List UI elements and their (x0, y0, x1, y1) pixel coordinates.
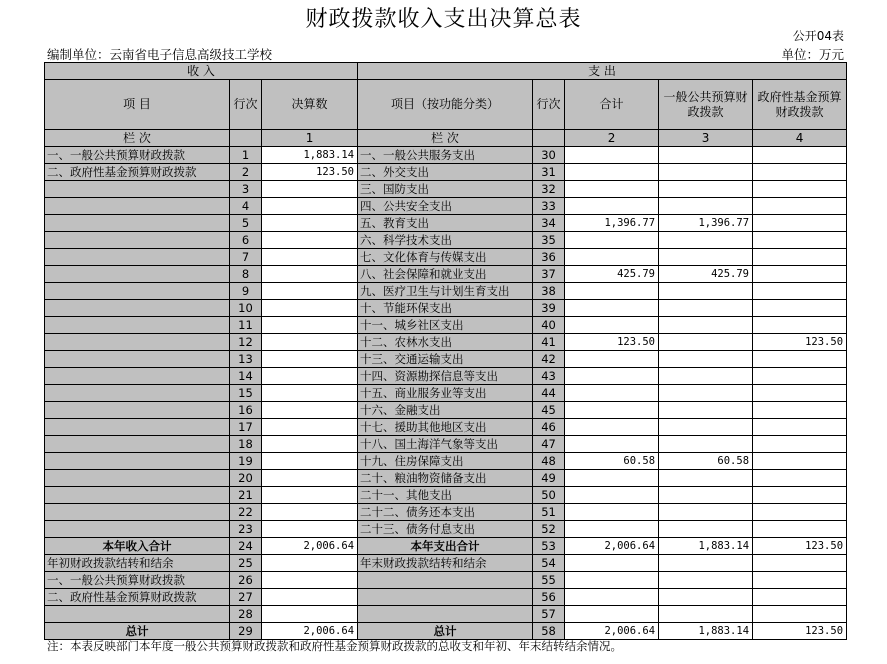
expense-line-cell: 33 (533, 198, 565, 215)
expense-total-cell (565, 351, 659, 368)
income-item-cell: 一、一般公共预算财政拨款 (45, 147, 230, 164)
organization-label: 编制单位：云南省电子信息高级技工学校 (47, 47, 273, 62)
income-item-cell: 总计 (45, 623, 230, 640)
table-row (45, 147, 847, 164)
income-value-cell (262, 555, 358, 572)
income-item-cell (45, 487, 230, 504)
table-row (45, 283, 847, 300)
income-item-cell (45, 351, 230, 368)
expense-total-cell (565, 470, 659, 487)
income-item-cell: 二、政府性基金预算财政拨款 (45, 164, 230, 181)
expense-fund-cell: 123.50 (753, 538, 847, 555)
column-index-3: 3 (659, 130, 753, 147)
expense-fund-cell (753, 249, 847, 266)
expense-total-cell: 2,006.64 (565, 538, 659, 555)
expense-general-cell: 1,396.77 (659, 215, 753, 232)
table-row (45, 385, 847, 402)
income-value-cell (262, 487, 358, 504)
expense-line-cell: 40 (533, 317, 565, 334)
expense-general-cell (659, 351, 753, 368)
income-item-cell (45, 181, 230, 198)
expense-general-cell (659, 606, 753, 623)
table-row (45, 317, 847, 334)
expense-fund-cell (753, 385, 847, 402)
expense-line-cell: 41 (533, 334, 565, 351)
income-value-cell (262, 402, 358, 419)
expense-line-cell: 46 (533, 419, 565, 436)
expense-item-cell: 十二、农林水支出 (358, 334, 533, 351)
income-value-cell (262, 334, 358, 351)
expense-total-cell: 1,396.77 (565, 215, 659, 232)
expense-general-cell: 425.79 (659, 266, 753, 283)
expense-item-cell: 九、医疗卫生与计划生育支出 (358, 283, 533, 300)
footnote: 注：本表反映部门本年度一般公共预算财政拨款和政府性基金预算财政拨款的总收支和年初、年末结转结余情况。 (47, 639, 622, 653)
table-row (45, 181, 847, 198)
income-value-cell (262, 572, 358, 589)
expense-total-cell (565, 436, 659, 453)
expense-fund-cell (753, 351, 847, 368)
expense-item-cell: 三、国防支出 (358, 181, 533, 198)
expense-item-header: 项目（按功能分类） (358, 80, 533, 130)
expense-line-cell: 50 (533, 487, 565, 504)
expense-line-cell: 44 (533, 385, 565, 402)
income-line-cell: 2 (230, 164, 262, 181)
income-value-cell (262, 436, 358, 453)
expense-total-cell (565, 317, 659, 334)
expense-total-cell (565, 181, 659, 198)
table-row (45, 623, 847, 640)
income-value-cell: 123.50 (262, 164, 358, 181)
expense-item-cell: 八、社会保障和就业支出 (358, 266, 533, 283)
expense-item-cell: 六、科学技术支出 (358, 232, 533, 249)
income-item-cell (45, 504, 230, 521)
expense-total-cell (565, 487, 659, 504)
expense-fund-cell (753, 232, 847, 249)
expense-fund-cell (753, 266, 847, 283)
income-line-cell: 22 (230, 504, 262, 521)
expense-general-cell (659, 181, 753, 198)
expense-line-cell: 53 (533, 538, 565, 555)
income-value-cell (262, 504, 358, 521)
expense-general-cell (659, 300, 753, 317)
form-number: 公开04表 (792, 29, 844, 43)
income-item-cell (45, 453, 230, 470)
expense-general-cell (659, 521, 753, 538)
expense-item-cell: 总计 (358, 623, 533, 640)
expense-total-cell (565, 521, 659, 538)
expense-item-cell: 十八、国土海洋气象等支出 (358, 436, 533, 453)
income-line-cell: 1 (230, 147, 262, 164)
expense-total-cell (565, 606, 659, 623)
expense-fund-cell: 123.50 (753, 334, 847, 351)
income-line-cell: 14 (230, 368, 262, 385)
expense-general-cell (659, 470, 753, 487)
expense-line-cell: 32 (533, 181, 565, 198)
income-value-cell: 2,006.64 (262, 538, 358, 555)
income-line-cell: 29 (230, 623, 262, 640)
expense-line-cell: 56 (533, 589, 565, 606)
expense-line-cell: 39 (533, 300, 565, 317)
page-title: 财政拨款收入支出决算总表 (305, 7, 582, 32)
expense-item-cell: 十九、住房保障支出 (358, 453, 533, 470)
expense-total-cell (565, 283, 659, 300)
income-line-cell: 26 (230, 572, 262, 589)
expense-item-cell: 四、公共安全支出 (358, 198, 533, 215)
income-item-cell (45, 300, 230, 317)
income-item-cell (45, 470, 230, 487)
expense-fund-cell (753, 419, 847, 436)
table-row (45, 266, 847, 283)
expense-total-cell (565, 232, 659, 249)
income-value-cell (262, 385, 358, 402)
income-line-cell: 6 (230, 232, 262, 249)
income-line-cell: 24 (230, 538, 262, 555)
table-row (45, 164, 847, 181)
expense-total-cell (565, 572, 659, 589)
income-item-cell: 本年收入合计 (45, 538, 230, 555)
expense-general-cell (659, 334, 753, 351)
expense-fund-cell (753, 487, 847, 504)
expense-general-cell: 1,883.14 (659, 538, 753, 555)
table-row (45, 368, 847, 385)
expense-fund-cell (753, 283, 847, 300)
expense-total-cell (565, 589, 659, 606)
income-value-cell (262, 317, 358, 334)
expense-fund-cell (753, 300, 847, 317)
expense-fund-cell (753, 368, 847, 385)
expense-total-cell (565, 368, 659, 385)
expense-fund-cell (753, 147, 847, 164)
expense-item-cell: 十六、金融支出 (358, 402, 533, 419)
expense-total-cell: 60.58 (565, 453, 659, 470)
income-line-cell: 10 (230, 300, 262, 317)
income-item-cell (45, 521, 230, 538)
table-row (45, 334, 847, 351)
income-line-cell: 11 (230, 317, 262, 334)
expense-total-cell (565, 419, 659, 436)
income-line-cell: 7 (230, 249, 262, 266)
expense-fund-cell (753, 164, 847, 181)
income-value-cell (262, 351, 358, 368)
expense-item-cell: 十、节能环保支出 (358, 300, 533, 317)
expense-item-cell: 十七、援助其他地区支出 (358, 419, 533, 436)
expense-line-header: 行次 (533, 80, 565, 130)
table-row (45, 436, 847, 453)
table-row (45, 589, 847, 606)
income-item-cell (45, 249, 230, 266)
table-row (45, 453, 847, 470)
income-item-cell (45, 198, 230, 215)
expense-general-cell (659, 283, 753, 300)
expense-line-cell: 47 (533, 436, 565, 453)
income-line-header: 行次 (230, 80, 262, 130)
expense-general-cell (659, 368, 753, 385)
table-row (45, 606, 847, 623)
table-row (45, 504, 847, 521)
expense-total-cell (565, 164, 659, 181)
expense-item-cell: 二十一、其他支出 (358, 487, 533, 504)
expense-total-cell (565, 249, 659, 266)
expense-general-cell (659, 589, 753, 606)
income-value-cell (262, 266, 358, 283)
table-row (45, 521, 847, 538)
income-item-cell (45, 334, 230, 351)
expense-general-cell (659, 504, 753, 521)
expense-item-cell: 本年支出合计 (358, 538, 533, 555)
income-value-cell (262, 606, 358, 623)
column-index-1: 1 (262, 130, 358, 147)
expense-total-cell: 2,006.64 (565, 623, 659, 640)
income-value-cell (262, 283, 358, 300)
income-value-cell (262, 368, 358, 385)
expense-fund-cell (753, 181, 847, 198)
income-line-cell: 13 (230, 351, 262, 368)
income-value-cell (262, 521, 358, 538)
income-line-cell: 9 (230, 283, 262, 300)
expense-general-cell (659, 232, 753, 249)
table-row (45, 300, 847, 317)
income-final-header: 决算数 (262, 80, 358, 130)
income-value-cell (262, 419, 358, 436)
expense-fund-cell (753, 198, 847, 215)
income-header: 收 入 (45, 63, 358, 80)
expense-item-cell: 五、教育支出 (358, 215, 533, 232)
expense-total-cell (565, 385, 659, 402)
income-line-cell: 5 (230, 215, 262, 232)
column-index-label: 栏 次 (45, 130, 230, 147)
expense-item-cell: 二十二、债务还本支出 (358, 504, 533, 521)
expense-fund-cell: 123.50 (753, 623, 847, 640)
expense-item-cell: 十一、城乡社区支出 (358, 317, 533, 334)
expense-line-cell: 54 (533, 555, 565, 572)
expense-total-cell (565, 402, 659, 419)
expense-fund-cell (753, 470, 847, 487)
expense-general-cell (659, 164, 753, 181)
table-row (45, 538, 847, 555)
expense-total-cell (565, 300, 659, 317)
expense-line-cell: 31 (533, 164, 565, 181)
income-line-cell: 8 (230, 266, 262, 283)
expense-general-cell (659, 487, 753, 504)
income-line-cell: 18 (230, 436, 262, 453)
income-value-cell: 2,006.64 (262, 623, 358, 640)
income-value-cell: 1,883.14 (262, 147, 358, 164)
expense-fund-cell (753, 572, 847, 589)
final-accounts-table (44, 62, 847, 640)
expense-item-cell (358, 572, 533, 589)
expense-general-cell: 60.58 (659, 453, 753, 470)
income-value-cell (262, 470, 358, 487)
expense-fund-cell (753, 453, 847, 470)
income-line-cell: 3 (230, 181, 262, 198)
table-row (45, 198, 847, 215)
income-item-cell (45, 385, 230, 402)
table-row (45, 402, 847, 419)
income-item-cell (45, 232, 230, 249)
expense-line-cell: 45 (533, 402, 565, 419)
income-value-cell (262, 215, 358, 232)
expense-general-cell (659, 317, 753, 334)
income-value-cell (262, 181, 358, 198)
expense-item-cell (358, 589, 533, 606)
income-value-cell (262, 589, 358, 606)
table-row (45, 470, 847, 487)
expense-fund-cell (753, 555, 847, 572)
expense-line-cell: 36 (533, 249, 565, 266)
expense-total-cell (565, 504, 659, 521)
income-item-cell (45, 317, 230, 334)
expense-general-cell (659, 419, 753, 436)
expense-fund-header: 政府性基金预算财政拨款 (753, 80, 847, 130)
expense-item-cell: 十三、交通运输支出 (358, 351, 533, 368)
expense-total-cell (565, 147, 659, 164)
table-row (45, 351, 847, 368)
income-line-cell: 4 (230, 198, 262, 215)
income-item-cell (45, 283, 230, 300)
income-item-header: 项 目 (45, 80, 230, 130)
expense-total-cell: 425.79 (565, 266, 659, 283)
expense-general-cell (659, 147, 753, 164)
income-item-cell (45, 368, 230, 385)
expense-fund-cell (753, 317, 847, 334)
income-item-cell (45, 402, 230, 419)
expense-general-cell (659, 249, 753, 266)
income-line-cell: 16 (230, 402, 262, 419)
expense-header: 支 出 (358, 63, 847, 80)
column-index-4: 4 (753, 130, 847, 147)
table-row (45, 215, 847, 232)
expense-fund-cell (753, 521, 847, 538)
table-row (45, 249, 847, 266)
expense-general-header: 一般公共预算财政拨款 (659, 80, 753, 130)
table-row (45, 487, 847, 504)
expense-item-cell: 二十三、债务付息支出 (358, 521, 533, 538)
expense-line-cell: 48 (533, 453, 565, 470)
expense-line-cell: 42 (533, 351, 565, 368)
expense-item-cell: 十四、资源勘探信息等支出 (358, 368, 533, 385)
column-index-empty (230, 130, 262, 147)
expense-item-cell: 年末财政拨款结转和结余 (358, 555, 533, 572)
income-value-cell (262, 232, 358, 249)
table-row (45, 555, 847, 572)
expense-total-cell (565, 555, 659, 572)
income-item-cell (45, 606, 230, 623)
expense-fund-cell (753, 589, 847, 606)
income-line-cell: 15 (230, 385, 262, 402)
income-value-cell (262, 249, 358, 266)
column-index-2: 2 (565, 130, 659, 147)
income-item-cell (45, 436, 230, 453)
expense-fund-cell (753, 606, 847, 623)
expense-item-cell: 二、外交支出 (358, 164, 533, 181)
expense-line-cell: 38 (533, 283, 565, 300)
expense-item-cell: 一、一般公共服务支出 (358, 147, 533, 164)
income-item-cell (45, 419, 230, 436)
expense-line-cell: 49 (533, 470, 565, 487)
income-value-cell (262, 453, 358, 470)
expense-general-cell (659, 402, 753, 419)
expense-line-cell: 43 (533, 368, 565, 385)
column-index-empty-2 (533, 130, 565, 147)
income-line-cell: 19 (230, 453, 262, 470)
income-line-cell: 23 (230, 521, 262, 538)
expense-line-cell: 52 (533, 521, 565, 538)
income-line-cell: 25 (230, 555, 262, 572)
expense-general-cell (659, 572, 753, 589)
expense-general-cell (659, 555, 753, 572)
table-row (45, 572, 847, 589)
income-item-cell (45, 215, 230, 232)
expense-item-cell: 二十、粮油物资储备支出 (358, 470, 533, 487)
expense-line-cell: 30 (533, 147, 565, 164)
expense-item-cell: 十五、商业服务业等支出 (358, 385, 533, 402)
expense-item-cell: 七、文化体育与传媒支出 (358, 249, 533, 266)
income-line-cell: 28 (230, 606, 262, 623)
expense-fund-cell (753, 436, 847, 453)
income-value-cell (262, 300, 358, 317)
income-line-cell: 12 (230, 334, 262, 351)
income-line-cell: 21 (230, 487, 262, 504)
income-line-cell: 17 (230, 419, 262, 436)
income-item-cell: 二、政府性基金预算财政拨款 (45, 589, 230, 606)
income-item-cell: 年初财政拨款结转和结余 (45, 555, 230, 572)
expense-total-cell (565, 198, 659, 215)
unit-label: 单位：万元 (781, 47, 844, 62)
expense-line-cell: 58 (533, 623, 565, 640)
expense-general-cell (659, 385, 753, 402)
expense-fund-cell (753, 504, 847, 521)
table-row (45, 419, 847, 436)
income-line-cell: 27 (230, 589, 262, 606)
income-value-cell (262, 198, 358, 215)
expense-line-cell: 35 (533, 232, 565, 249)
expense-fund-cell (753, 215, 847, 232)
expense-total-cell: 123.50 (565, 334, 659, 351)
expense-line-cell: 55 (533, 572, 565, 589)
expense-line-cell: 37 (533, 266, 565, 283)
expense-total-header: 合计 (565, 80, 659, 130)
expense-line-cell: 57 (533, 606, 565, 623)
expense-general-cell (659, 436, 753, 453)
expense-item-cell (358, 606, 533, 623)
income-item-cell: 一、一般公共预算财政拨款 (45, 572, 230, 589)
table-row (45, 232, 847, 249)
expense-line-cell: 51 (533, 504, 565, 521)
column-index-label-2: 栏 次 (358, 130, 533, 147)
expense-line-cell: 34 (533, 215, 565, 232)
expense-fund-cell (753, 402, 847, 419)
income-item-cell (45, 266, 230, 283)
expense-general-cell: 1,883.14 (659, 623, 753, 640)
income-line-cell: 20 (230, 470, 262, 487)
expense-general-cell (659, 198, 753, 215)
